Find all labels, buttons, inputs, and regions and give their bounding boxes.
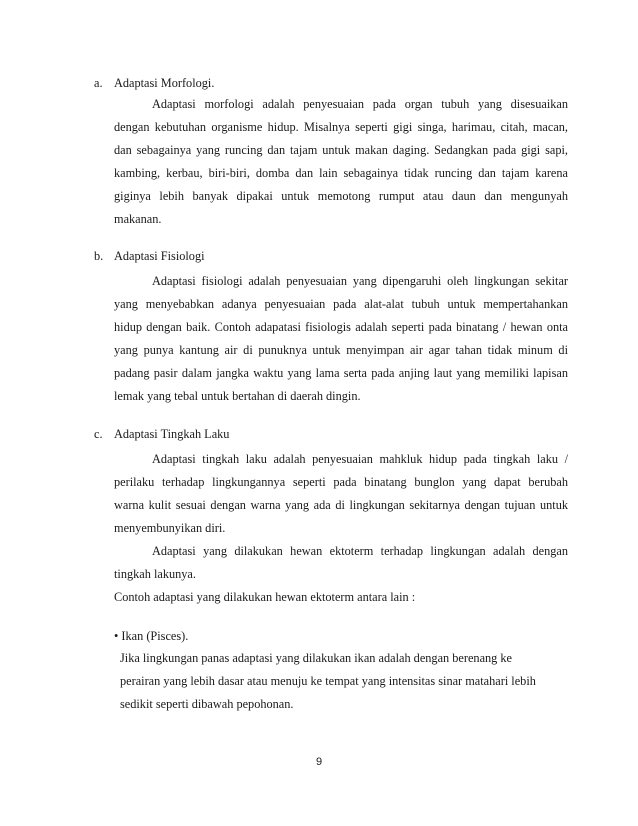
bullet-line: perairan yang lebih dasar atau menuju ke tempat yang intensitas sinar matahari lebih — [120, 674, 536, 688]
section-b-line: lemak yang tebal untuk bertahan di daerah dingin. — [114, 389, 361, 403]
page-number: 9 — [315, 756, 323, 768]
section-a-line: dan sebagainya yang runcing dan tajam untuk makan daging. Sedangkan pada gigi sapi, — [114, 143, 568, 157]
bullet-icon: • — [114, 629, 119, 643]
section-b-paragraph — [94, 270, 568, 408]
section-c-heading — [94, 424, 568, 444]
section-a-marker: a. — [94, 76, 103, 90]
section-b-marker: b. — [94, 249, 104, 263]
section-c-line: Adaptasi tingkah laku adalah penyesuaian mahkluk hidup pada tingkah laku / — [152, 452, 568, 466]
section-b-line: Adaptasi fisiologi adalah penyesuaian yang dipengaruhi oleh lingkungan sekitar — [152, 274, 568, 288]
section-a-heading — [94, 73, 568, 93]
section-b — [94, 246, 568, 408]
section-c-line: perilaku terhadap lingkungannya seperti pada binatang bunglon yang dapat berubah — [114, 475, 568, 489]
bullet-item-ikan — [94, 625, 568, 716]
section-a-line: giginya lebih banyak dipakai untuk memotong rumput atau daun dan mengunyah — [114, 189, 568, 203]
section-b-line: yang menyebabkan adanya penyesuaian pada alat-alat tubuh untuk mempertahankan — [114, 297, 568, 311]
section-b-title: Adaptasi Fisiologi — [114, 249, 205, 263]
bullet-heading — [94, 625, 568, 647]
section-a-line: dengan kebutuhan organisme hidup. Misalnya seperti gigi singa, harimau, citah, macan, — [114, 120, 568, 134]
section-c-line: tingkah lakunya. — [114, 567, 196, 581]
section-a — [94, 73, 568, 231]
section-b-line: padang pasir dalam jangka waktu yang lama serta pada anjing laut yang memiliki lapisan — [114, 366, 568, 380]
section-a-line: kambing, kerbau, biri-biri, domba dan lain sebagainya tidak runcing dan tajam karena — [114, 166, 568, 180]
bullet-line: Jika lingkungan panas adaptasi yang dilakukan ikan adalah dengan berenang ke — [120, 651, 512, 665]
bullet-title: Ikan (Pisces). — [121, 629, 189, 643]
section-c-title: Adaptasi Tingkah Laku — [114, 427, 230, 441]
section-b-line: yang punya kantung air di punuknya untuk menyimpan air agar tahan tidak minum di — [114, 343, 568, 357]
section-a-title: Adaptasi Morfologi. — [114, 76, 215, 90]
section-c-line: Adaptasi yang dilakukan hewan ektoterm terhadap lingkungan adalah dengan — [152, 544, 568, 558]
section-b-heading — [94, 246, 568, 266]
section-c — [94, 424, 568, 716]
section-a-line: Adaptasi morfologi adalah penyesuaian pada organ tubuh yang disesuaikan — [152, 97, 568, 111]
section-b-line: hidup dengan baik. Contoh adapatasi fisiologis adalah seperti pada binatang / hewan onta — [114, 320, 568, 334]
bullet-paragraph — [94, 647, 540, 716]
section-a-line: makanan. — [114, 212, 162, 226]
section-c-paragraph — [94, 448, 568, 609]
bullet-line: sedikit seperti dibawah pepohonan. — [120, 697, 294, 711]
section-a-paragraph — [94, 93, 568, 231]
section-c-marker: c. — [94, 427, 103, 441]
section-c-line: Contoh adaptasi yang dilakukan hewan ektoterm antara lain : — [114, 590, 416, 604]
section-c-line: menyembunyikan diri. — [114, 521, 226, 535]
section-c-line: warna kulit sesuai dengan warna yang ada di lingkungan sekitarnya dengan tujuan untuk — [114, 498, 568, 512]
